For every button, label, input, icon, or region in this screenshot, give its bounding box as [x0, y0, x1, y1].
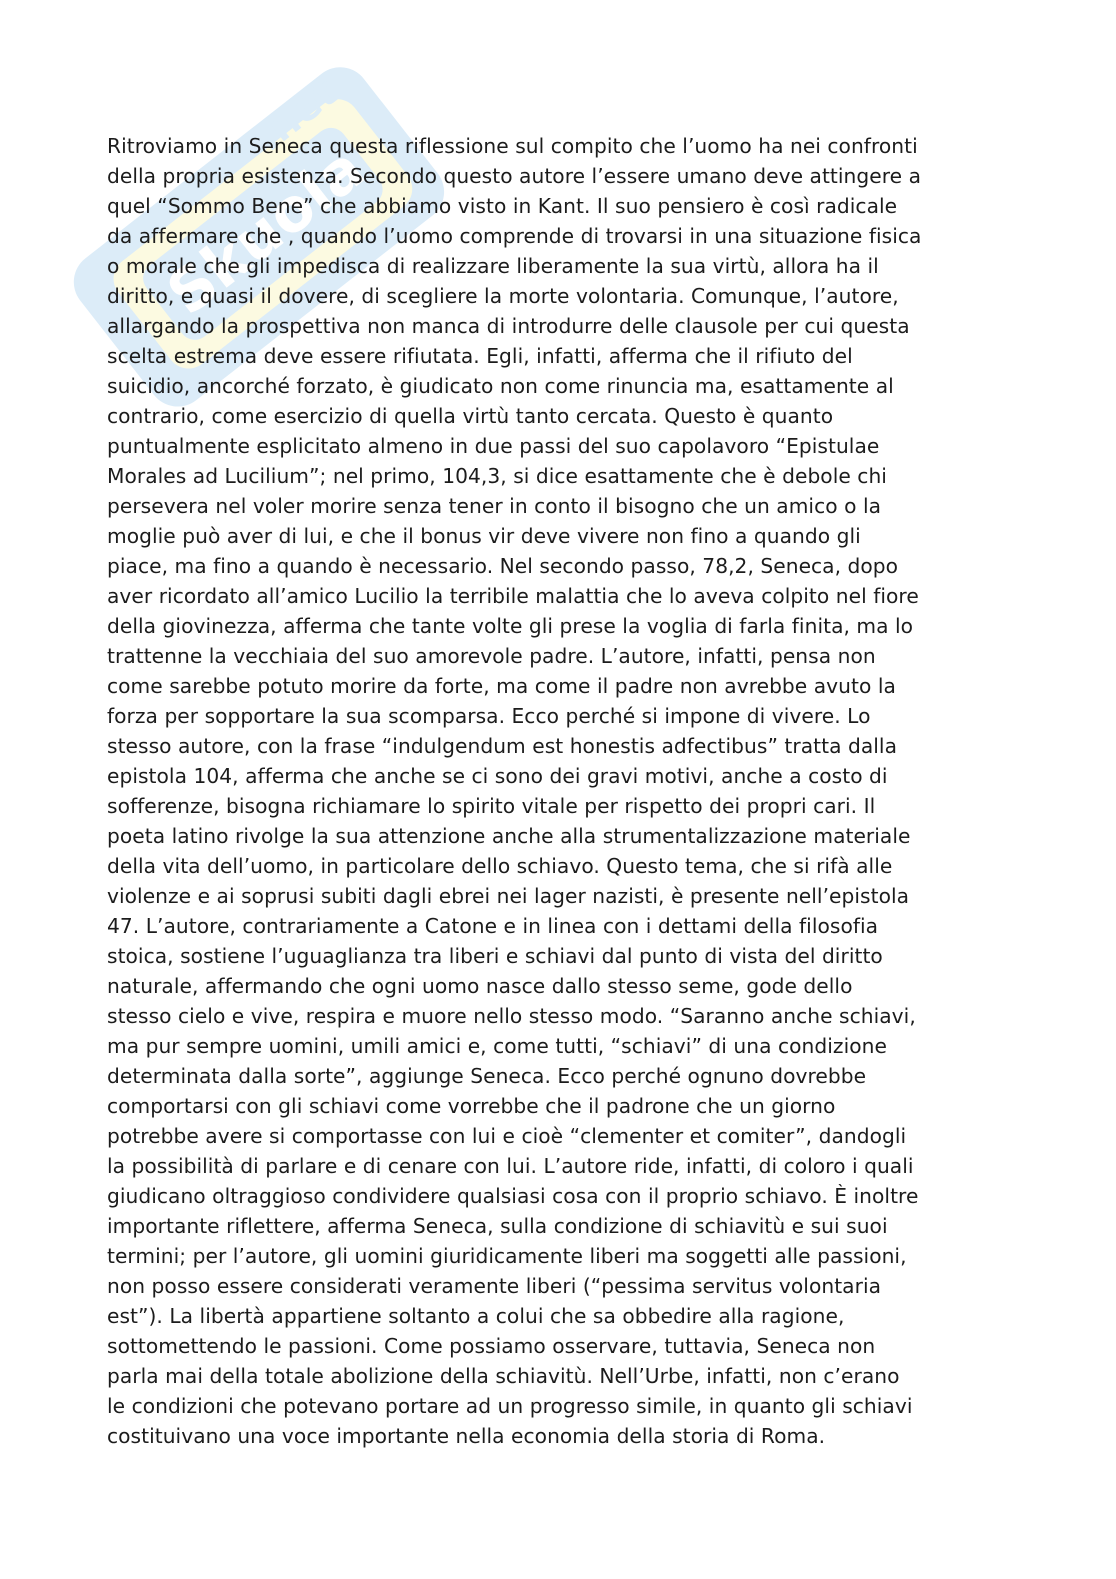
document-text-line: est”). La libertà appartiene soltanto a colui che sa obbedire alla ragione,	[107, 1304, 845, 1328]
document-text-line: importante riflettere, afferma Seneca, sulla condizione di schiavitù e sui suoi	[107, 1214, 888, 1238]
document-text-line: diritto, e quasi il dovere, di scegliere la morte volontaria. Comunque, l’autore,	[107, 284, 899, 308]
document-text-line: da affermare che , quando l’uomo comprende di trovarsi in una situazione fisica	[107, 224, 922, 248]
document-text-line: come sarebbe potuto morire da forte, ma come il padre non avrebbe avuto la	[107, 674, 896, 698]
watermark-net-text: .net	[247, 68, 347, 161]
document-text-line: moglie può aver di lui, e che il bonus vir deve vivere non fino a quando gli	[107, 524, 861, 548]
watermark-text: Skuola	[154, 133, 378, 330]
document-text-line: contrario, come esercizio di quella virtù tanto cercata. Questo è quanto	[107, 404, 834, 428]
document-text-line: la possibilità di parlare e di cenare con lui. L’autore ride, infatti, di coloro i quali	[107, 1154, 914, 1178]
document-text-line: o morale che gli impedisca di realizzare liberamente la sua virtù, allora ha il	[107, 254, 879, 278]
document-text-line: piace, ma fino a quando è necessario. Nel secondo passo, 78,2, Seneca, dopo	[107, 554, 899, 578]
document-text-line: sottomettendo le passioni. Come possiamo osservare, tuttavia, Seneca non	[107, 1334, 876, 1358]
document-text-line: Ritroviamo in Seneca questa riflessione sul compito che l’uomo ha nei confronti	[107, 134, 918, 158]
document-text-line: stesso autore, con la frase “indulgendum est honestis adfectibus” tratta dalla	[107, 734, 898, 758]
document-text-line: quel “Sommo Bene” che abbiamo visto in Kant. Il suo pensiero è così radicale	[107, 194, 898, 218]
document-body	[107, 131, 1007, 1451]
document-text-line: allargando la prospettiva non manca di introdurre delle clausole per cui questa	[107, 314, 910, 338]
document-text-line: epistola 104, afferma che anche se ci sono dei gravi motivi, anche a costo di	[107, 764, 888, 788]
document-text-line: naturale, affermando che ogni uomo nasce dallo stesso seme, gode dello	[107, 974, 853, 998]
document-text-line: stoica, sostiene l’uguaglianza tra liberi e schiavi dal punto di vista del diritto	[107, 944, 883, 968]
document-text-line: parla mai della totale abolizione della schiavitù. Nell’Urbe, infatti, non c’erano	[107, 1364, 900, 1388]
document-text-line: sofferenze, bisogna richiamare lo spirito vitale per rispetto dei propri cari. Il	[107, 794, 876, 818]
document-text-line: potrebbe avere si comportasse con lui e cioè “clementer et comiter”, dandogli	[107, 1124, 907, 1148]
document-text-line: poeta latino rivolge la sua attenzione anche alla strumentalizzazione materiale	[107, 824, 911, 848]
document-text-line: forza per sopportare la sua scomparsa. Ecco perché si impone di vivere. Lo	[107, 704, 871, 728]
document-text-line: della giovinezza, afferma che tante volte gli prese la voglia di farla finita, ma lo	[107, 614, 914, 638]
document-text-line: non posso essere considerati veramente liberi (“pessima servitus volontaria	[107, 1274, 882, 1298]
document-text-line: trattenne la vecchiaia del suo amorevole padre. L’autore, infatti, pensa non	[107, 644, 876, 668]
document-text-line: ma pur sempre uomini, umili amici e, come tutti, “schiavi” di una condizione	[107, 1034, 887, 1058]
document-text-line: suicidio, ancorché forzato, è giudicato non come rinuncia ma, esattamente al	[107, 374, 894, 398]
document-text-line: termini; per l’autore, gli uomini giuridicamente liberi ma soggetti alle passioni,	[107, 1244, 907, 1268]
document-text-line: determinata dalla sorte”, aggiunge Seneca. Ecco perché ognuno dovrebbe	[107, 1064, 867, 1088]
document-text-line: della propria esistenza. Secondo questo autore l’essere umano deve attingere a	[107, 164, 921, 188]
document-text-line: scelta estrema deve essere rifiutata. Egli, infatti, afferma che il rifiuto del	[107, 344, 853, 368]
document-text-line: costituivano una voce importante nella economia della storia di Roma.	[107, 1424, 826, 1448]
document-text-line: comportarsi con gli schiavi come vorrebbe che il padrone che un giorno	[107, 1094, 836, 1118]
document-text-line: della vita dell’uomo, in particolare dello schiavo. Questo tema, che si rifà alle	[107, 854, 893, 878]
document-text-line: le condizioni che potevano portare ad un progresso simile, in quanto gli schiavi	[107, 1394, 913, 1418]
document-text-line: 47. L’autore, contrariamente a Catone e in linea con i dettami della filosofia	[107, 914, 879, 938]
document-text-line: Morales ad Lucilium”; nel primo, 104,3, si dice esattamente che è debole chi	[107, 464, 887, 488]
document-text-line: puntualmente esplicitato almeno in due passi del suo capolavoro “Epistulae	[107, 434, 880, 458]
document-text-line: violenze e ai soprusi subiti dagli ebrei nei lager nazisti, è presente nell’epistola	[107, 884, 910, 908]
document-text-line: stesso cielo e vive, respira e muore nello stesso modo. “Saranno anche schiavi,	[107, 1004, 916, 1028]
document-text-line: persevera nel voler morire senza tener in conto il bisogno che un amico o la	[107, 494, 882, 518]
document-text-line: giudicano oltraggioso condividere qualsiasi cosa con il proprio schiavo. È inoltre	[107, 1184, 919, 1208]
document-text-line: aver ricordato all’amico Lucilio la terribile malattia che lo aveva colpito nel fiore	[107, 584, 919, 608]
